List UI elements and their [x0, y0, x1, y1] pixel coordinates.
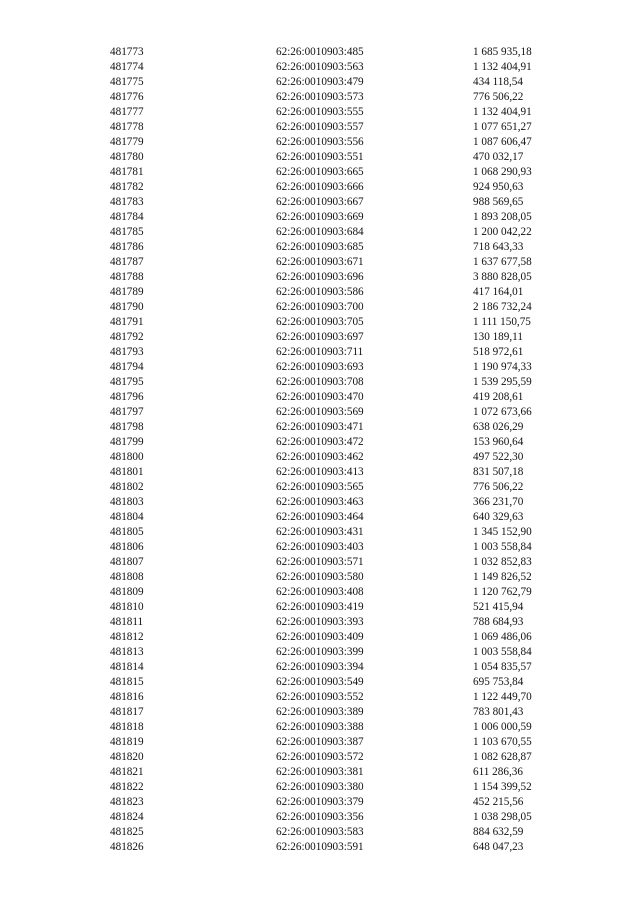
cadastral-value-cell: 3 880 828,05 [473, 271, 532, 283]
row-id-cell: 481822 [110, 781, 144, 793]
cadastral-value-cell: 776 506,22 [473, 91, 524, 103]
table-row [110, 255, 570, 270]
cadastral-value-cell: 1 068 290,93 [473, 166, 532, 178]
row-id-cell: 481778 [110, 121, 144, 133]
row-id-cell: 481813 [110, 646, 144, 658]
row-id-cell: 481783 [110, 196, 144, 208]
row-id-cell: 481773 [110, 46, 144, 58]
table-row [110, 345, 570, 360]
cadastral-value-cell: 776 506,22 [473, 481, 524, 493]
cadastral-number-cell: 62:26:0010903:464 [276, 511, 364, 523]
table-row [110, 525, 570, 540]
row-id-cell: 481804 [110, 511, 144, 523]
table-row [110, 570, 570, 585]
cadastral-number-cell: 62:26:0010903:669 [276, 211, 364, 223]
row-id-cell: 481801 [110, 466, 144, 478]
table-row [110, 75, 570, 90]
cadastral-number-cell: 62:26:0010903:409 [276, 631, 364, 643]
cadastral-value-cell: 417 164,01 [473, 286, 524, 298]
cadastral-value-cell: 1 054 835,57 [473, 661, 532, 673]
row-id-cell: 481802 [110, 481, 144, 493]
cadastral-number-cell: 62:26:0010903:708 [276, 376, 364, 388]
cadastral-value-cell: 1 539 295,59 [473, 376, 532, 388]
cadastral-value-cell: 1 087 606,47 [473, 136, 532, 148]
cadastral-value-cell: 1 122 449,70 [473, 691, 532, 703]
cadastral-number-cell: 62:26:0010903:470 [276, 391, 364, 403]
row-id-cell: 481788 [110, 271, 144, 283]
cadastral-value-cell: 1 006 000,59 [473, 721, 532, 733]
row-id-cell: 481824 [110, 811, 144, 823]
row-id-cell: 481814 [110, 661, 144, 673]
cadastral-value-cell: 497 522,30 [473, 451, 524, 463]
table-row [110, 840, 570, 855]
table-row [110, 465, 570, 480]
cadastral-number-cell: 62:26:0010903:696 [276, 271, 364, 283]
cadastral-number-cell: 62:26:0010903:591 [276, 841, 364, 853]
cadastral-value-cell: 611 286,36 [473, 766, 523, 778]
table-row [110, 690, 570, 705]
table-row [110, 720, 570, 735]
cadastral-value-cell: 638 026,29 [473, 421, 524, 433]
cadastral-value-cell: 718 643,33 [473, 241, 524, 253]
row-id-cell: 481795 [110, 376, 144, 388]
cadastral-value-cell: 1 111 150,75 [473, 316, 531, 328]
cadastral-value-cell: 470 032,17 [473, 151, 524, 163]
cadastral-number-cell: 62:26:0010903:399 [276, 646, 364, 658]
cadastral-number-cell: 62:26:0010903:705 [276, 316, 364, 328]
row-id-cell: 481797 [110, 406, 144, 418]
table-row [110, 240, 570, 255]
cadastral-value-cell: 518 972,61 [473, 346, 524, 358]
row-id-cell: 481793 [110, 346, 144, 358]
table-row [110, 780, 570, 795]
table-row [110, 270, 570, 285]
table-row [110, 105, 570, 120]
row-id-cell: 481775 [110, 76, 144, 88]
table-row [110, 495, 570, 510]
cadastral-value-cell: 1 003 558,84 [473, 646, 532, 658]
cadastral-number-cell: 62:26:0010903:413 [276, 466, 364, 478]
table-row [110, 195, 570, 210]
cadastral-number-cell: 62:26:0010903:356 [276, 811, 364, 823]
row-id-cell: 481800 [110, 451, 144, 463]
table-row [110, 165, 570, 180]
row-id-cell: 481825 [110, 826, 144, 838]
table-row [110, 825, 570, 840]
cadastral-number-cell: 62:26:0010903:472 [276, 436, 364, 448]
cadastral-value-cell: 419 208,61 [473, 391, 524, 403]
cadastral-number-cell: 62:26:0010903:563 [276, 61, 364, 73]
cadastral-value-cell: 648 047,23 [473, 841, 524, 853]
row-id-cell: 481806 [110, 541, 144, 553]
row-id-cell: 481791 [110, 316, 144, 328]
table-row [110, 120, 570, 135]
cadastral-number-cell: 62:26:0010903:388 [276, 721, 364, 733]
row-id-cell: 481798 [110, 421, 144, 433]
table-row [110, 285, 570, 300]
table-row [110, 375, 570, 390]
cadastral-number-cell: 62:26:0010903:684 [276, 226, 364, 238]
cadastral-number-cell: 62:26:0010903:387 [276, 736, 364, 748]
row-id-cell: 481818 [110, 721, 144, 733]
row-id-cell: 481826 [110, 841, 144, 853]
cadastral-value-cell: 1 069 486,06 [473, 631, 532, 643]
table-row [110, 450, 570, 465]
row-id-cell: 481789 [110, 286, 144, 298]
cadastral-value-cell: 1 077 651,27 [473, 121, 532, 133]
cadastral-value-cell: 1 082 628,87 [473, 751, 532, 763]
cadastral-number-cell: 62:26:0010903:557 [276, 121, 364, 133]
cadastral-value-cell: 640 329,63 [473, 511, 524, 523]
cadastral-value-cell: 695 753,84 [473, 676, 524, 688]
cadastral-value-cell: 884 632,59 [473, 826, 524, 838]
cadastral-number-cell: 62:26:0010903:431 [276, 526, 364, 538]
row-id-cell: 481823 [110, 796, 144, 808]
table-row [110, 645, 570, 660]
cadastral-number-cell: 62:26:0010903:555 [276, 106, 364, 118]
cadastral-value-cell: 1 637 677,58 [473, 256, 532, 268]
row-id-cell: 481807 [110, 556, 144, 568]
cadastral-number-cell: 62:26:0010903:572 [276, 751, 364, 763]
cadastral-number-cell: 62:26:0010903:665 [276, 166, 364, 178]
cadastral-value-cell: 924 950,63 [473, 181, 524, 193]
row-id-cell: 481811 [110, 616, 144, 628]
row-id-cell: 481812 [110, 631, 144, 643]
cadastral-value-cell: 788 684,93 [473, 616, 524, 628]
table-row [110, 585, 570, 600]
row-id-cell: 481781 [110, 166, 144, 178]
row-id-cell: 481785 [110, 226, 144, 238]
row-id-cell: 481796 [110, 391, 144, 403]
cadastral-value-cell: 1 345 152,90 [473, 526, 532, 538]
cadastral-value-cell: 130 189,11 [473, 331, 523, 343]
table-body [110, 45, 570, 855]
row-id-cell: 481820 [110, 751, 144, 763]
table-row [110, 90, 570, 105]
table-row [110, 135, 570, 150]
cadastral-number-cell: 62:26:0010903:565 [276, 481, 364, 493]
cadastral-number-cell: 62:26:0010903:403 [276, 541, 364, 553]
row-id-cell: 481805 [110, 526, 144, 538]
row-id-cell: 481774 [110, 61, 144, 73]
cadastral-number-cell: 62:26:0010903:697 [276, 331, 364, 343]
cadastral-value-cell: 1 103 670,55 [473, 736, 532, 748]
row-id-cell: 481792 [110, 331, 144, 343]
cadastral-value-cell: 1 149 826,52 [473, 571, 532, 583]
table-row [110, 435, 570, 450]
row-id-cell: 481799 [110, 436, 144, 448]
cadastral-value-cell: 783 801,43 [473, 706, 524, 718]
cadastral-number-cell: 62:26:0010903:583 [276, 826, 364, 838]
table-row [110, 765, 570, 780]
cadastral-value-cell: 1 120 762,79 [473, 586, 532, 598]
table-row [110, 60, 570, 75]
cadastral-number-cell: 62:26:0010903:471 [276, 421, 364, 433]
row-id-cell: 481809 [110, 586, 144, 598]
table-row [110, 315, 570, 330]
cadastral-number-cell: 62:26:0010903:700 [276, 301, 364, 313]
table-row [110, 660, 570, 675]
cadastral-number-cell: 62:26:0010903:667 [276, 196, 364, 208]
cadastral-value-cell: 988 569,65 [473, 196, 524, 208]
table-row [110, 330, 570, 345]
table-row [110, 420, 570, 435]
row-id-cell: 481779 [110, 136, 144, 148]
cadastral-value-cell: 831 507,18 [473, 466, 524, 478]
cadastral-number-cell: 62:26:0010903:552 [276, 691, 364, 703]
cadastral-number-cell: 62:26:0010903:479 [276, 76, 364, 88]
row-id-cell: 481787 [110, 256, 144, 268]
cadastral-number-cell: 62:26:0010903:394 [276, 661, 364, 673]
cadastral-number-cell: 62:26:0010903:462 [276, 451, 364, 463]
cadastral-value-cell: 153 960,64 [473, 436, 524, 448]
table-row [110, 555, 570, 570]
cadastral-number-cell: 62:26:0010903:666 [276, 181, 364, 193]
table-row [110, 405, 570, 420]
row-id-cell: 481815 [110, 676, 144, 688]
cadastral-value-cell: 1 685 935,18 [473, 46, 532, 58]
table-row [110, 735, 570, 750]
cadastral-number-cell: 62:26:0010903:549 [276, 676, 364, 688]
table-row [110, 45, 570, 60]
table-row [110, 600, 570, 615]
cadastral-number-cell: 62:26:0010903:381 [276, 766, 364, 778]
cadastral-number-cell: 62:26:0010903:393 [276, 616, 364, 628]
table-row [110, 705, 570, 720]
cadastral-value-cell: 1 072 673,66 [473, 406, 532, 418]
table-row [110, 180, 570, 195]
document-page [0, 45, 640, 855]
cadastral-value-cell: 1 200 042,22 [473, 226, 532, 238]
cadastral-number-cell: 62:26:0010903:556 [276, 136, 364, 148]
row-id-cell: 481780 [110, 151, 144, 163]
table-row [110, 615, 570, 630]
cadastral-number-cell: 62:26:0010903:379 [276, 796, 364, 808]
table-row [110, 480, 570, 495]
table-row [110, 795, 570, 810]
row-id-cell: 481803 [110, 496, 144, 508]
table-row [110, 225, 570, 240]
cadastral-number-cell: 62:26:0010903:408 [276, 586, 364, 598]
cadastral-number-cell: 62:26:0010903:573 [276, 91, 364, 103]
cadastral-value-cell: 1 132 404,91 [473, 61, 532, 73]
cadastral-value-cell: 1 132 404,91 [473, 106, 532, 118]
cadastral-number-cell: 62:26:0010903:485 [276, 46, 364, 58]
cadastral-number-cell: 62:26:0010903:671 [276, 256, 364, 268]
cadastral-value-cell: 2 186 732,24 [473, 301, 532, 313]
cadastral-number-cell: 62:26:0010903:463 [276, 496, 364, 508]
row-id-cell: 481810 [110, 601, 144, 613]
cadastral-value-cell: 1 190 974,33 [473, 361, 532, 373]
row-id-cell: 481790 [110, 301, 144, 313]
cadastral-value-cell: 434 118,54 [473, 76, 523, 88]
table-row [110, 540, 570, 555]
cadastral-value-table [110, 45, 570, 855]
row-id-cell: 481776 [110, 91, 144, 103]
table-row [110, 210, 570, 225]
row-id-cell: 481817 [110, 706, 144, 718]
cadastral-number-cell: 62:26:0010903:389 [276, 706, 364, 718]
cadastral-number-cell: 62:26:0010903:380 [276, 781, 364, 793]
row-id-cell: 481808 [110, 571, 144, 583]
cadastral-value-cell: 521 415,94 [473, 601, 524, 613]
table-row [110, 630, 570, 645]
cadastral-number-cell: 62:26:0010903:580 [276, 571, 364, 583]
cadastral-value-cell: 1 032 852,83 [473, 556, 532, 568]
table-row [110, 810, 570, 825]
table-row [110, 300, 570, 315]
row-id-cell: 481794 [110, 361, 144, 373]
cadastral-value-cell: 452 215,56 [473, 796, 524, 808]
table-row [110, 675, 570, 690]
row-id-cell: 481816 [110, 691, 144, 703]
cadastral-value-cell: 366 231,70 [473, 496, 524, 508]
table-row [110, 750, 570, 765]
row-id-cell: 481777 [110, 106, 144, 118]
cadastral-number-cell: 62:26:0010903:551 [276, 151, 364, 163]
table-row [110, 510, 570, 525]
table-row [110, 150, 570, 165]
table-row [110, 390, 570, 405]
row-id-cell: 481819 [110, 736, 144, 748]
table-row [110, 360, 570, 375]
cadastral-number-cell: 62:26:0010903:693 [276, 361, 364, 373]
cadastral-value-cell: 1 003 558,84 [473, 541, 532, 553]
row-id-cell: 481784 [110, 211, 144, 223]
cadastral-number-cell: 62:26:0010903:685 [276, 241, 364, 253]
cadastral-number-cell: 62:26:0010903:569 [276, 406, 364, 418]
cadastral-number-cell: 62:26:0010903:419 [276, 601, 364, 613]
cadastral-value-cell: 1 154 399,52 [473, 781, 532, 793]
row-id-cell: 481786 [110, 241, 144, 253]
cadastral-value-cell: 1 893 208,05 [473, 211, 532, 223]
cadastral-value-cell: 1 038 298,05 [473, 811, 532, 823]
row-id-cell: 481782 [110, 181, 144, 193]
row-id-cell: 481821 [110, 766, 144, 778]
cadastral-number-cell: 62:26:0010903:711 [276, 346, 364, 358]
cadastral-number-cell: 62:26:0010903:571 [276, 556, 364, 568]
cadastral-number-cell: 62:26:0010903:586 [276, 286, 364, 298]
